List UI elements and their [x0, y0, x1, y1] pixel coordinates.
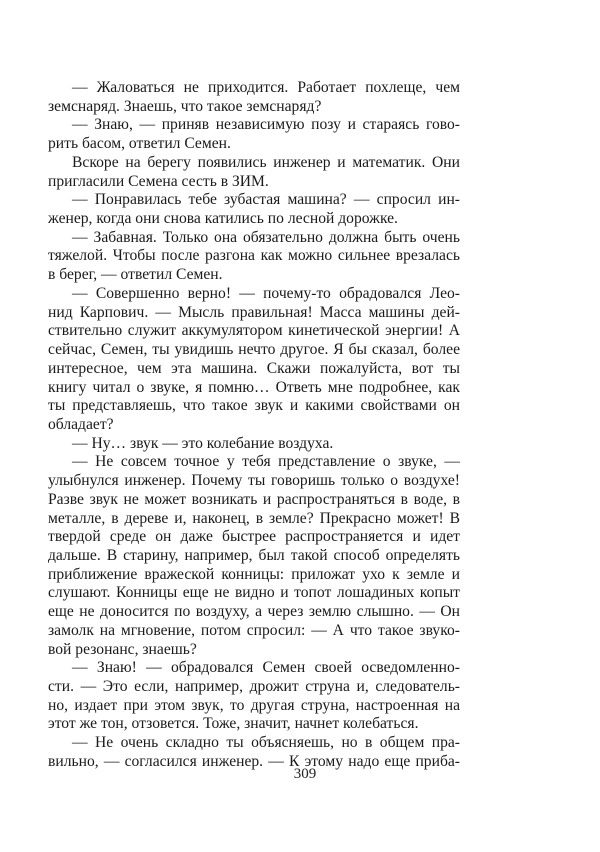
text-line: сейчас, Семен, ты увидишь нечто другое. Я бы сказал, более — [48, 341, 460, 359]
text-line: — Ну… звук — это колебание воздуха. — [72, 434, 334, 452]
page-number: 309 — [293, 766, 317, 782]
text-line: металле, в дереве и, наконец, в земле? Прекрасно может! В — [48, 509, 460, 527]
paragraph — [48, 154, 460, 191]
paragraph — [48, 435, 460, 454]
paragraph — [48, 285, 460, 435]
paragraph — [48, 453, 460, 659]
text-line: вильно, — согласился инженер. — К этому надо еще приба- — [48, 752, 460, 770]
text-line: — Не очень складно ты объясняешь, но в общем пра- — [72, 734, 460, 752]
text-line: пригласили Семена сесть в ЗИМ. — [48, 172, 269, 190]
text-line: вой резонанс, знаешь? — [48, 640, 197, 658]
text-line: ты представляешь, что такое звук и какими свойствами он — [48, 397, 460, 415]
text-line: Разве звук не может возникать и распространяться в воде, в — [48, 490, 460, 508]
text-line: замолк на мгновение, потом спросил: — А что такое звуко- — [48, 621, 460, 639]
text-line: обладает? — [48, 415, 114, 433]
text-line: книгу читал о звуке, я помню… Ответь мне подробнее, как — [48, 378, 460, 396]
text-line: слушают. Конницы еще не видно и топот лошадиных копыт — [48, 584, 460, 602]
text-line: еще не доносится по воздуху, а через землю слышно. — Он — [48, 603, 460, 621]
paragraph — [48, 116, 460, 153]
paragraph — [48, 191, 460, 228]
text-line: — Знаю! — обрадовался Семен своей осведомленно- — [72, 659, 460, 677]
text-line: ствительно служит аккумулятором кинетической энергии! А — [48, 322, 460, 340]
text-line: земснаряд. Знаешь, что такое земснаряд? — [48, 97, 322, 115]
text-line: но, издает при этом звук, то другая струна, настроенная на — [48, 696, 460, 714]
paragraph — [48, 79, 460, 116]
text-line: — Забавная. Только она обязательно должна быть очень — [72, 228, 460, 246]
text-line: интересное, чем эта машина. Скажи пожалуйста, вот ты — [48, 359, 460, 377]
text-line: — Не совсем точное у тебя представление о звуке, — — [72, 453, 460, 471]
text-line: нид Карпович. — Мысль правильная! Масса машины дей- — [48, 303, 460, 321]
text-line: улыбнулся инженер. Почему ты говоришь только о воздухе! — [48, 472, 460, 490]
text-line: в берег, — ответил Семен. — [48, 266, 223, 284]
text-line: дальше. В старину, например, был такой способ определять — [48, 546, 460, 564]
text-line: — Жаловаться не приходится. Работает похлеще, чем — [72, 79, 460, 96]
text-line: — Понравилась тебе зубастая машина? — спросил ин- — [72, 191, 460, 209]
text-line: приближение вражеской конницы: приложат ухо к земле и — [48, 565, 460, 583]
text-line: — Знаю, — приняв независимую позу и стараясь гово- — [72, 116, 460, 134]
text-line: этот же тон, отзовется. Тоже, значит, начнет колебаться. — [48, 715, 419, 733]
paragraph — [48, 229, 460, 285]
text-line: Вскоре на берегу появились инженер и математик. Они — [72, 153, 460, 171]
text-line: рить басом, ответил Семен. — [48, 135, 231, 153]
text-line: — Совершенно верно! — почему-то обрадовался Лео- — [72, 284, 460, 302]
text-line: тяжелой. Чтобы после разгона как можно сильнее врезалась — [48, 247, 460, 265]
text-line: сти. — Это если, например, дрожит струна и, следователь- — [48, 678, 460, 695]
text-line: твердой среде он даже быстрее распространяется и идет — [48, 528, 460, 546]
body-text — [48, 79, 460, 772]
paragraph — [48, 659, 460, 734]
text-line: женер, когда они снова катились по лесной дорожке. — [48, 210, 398, 228]
